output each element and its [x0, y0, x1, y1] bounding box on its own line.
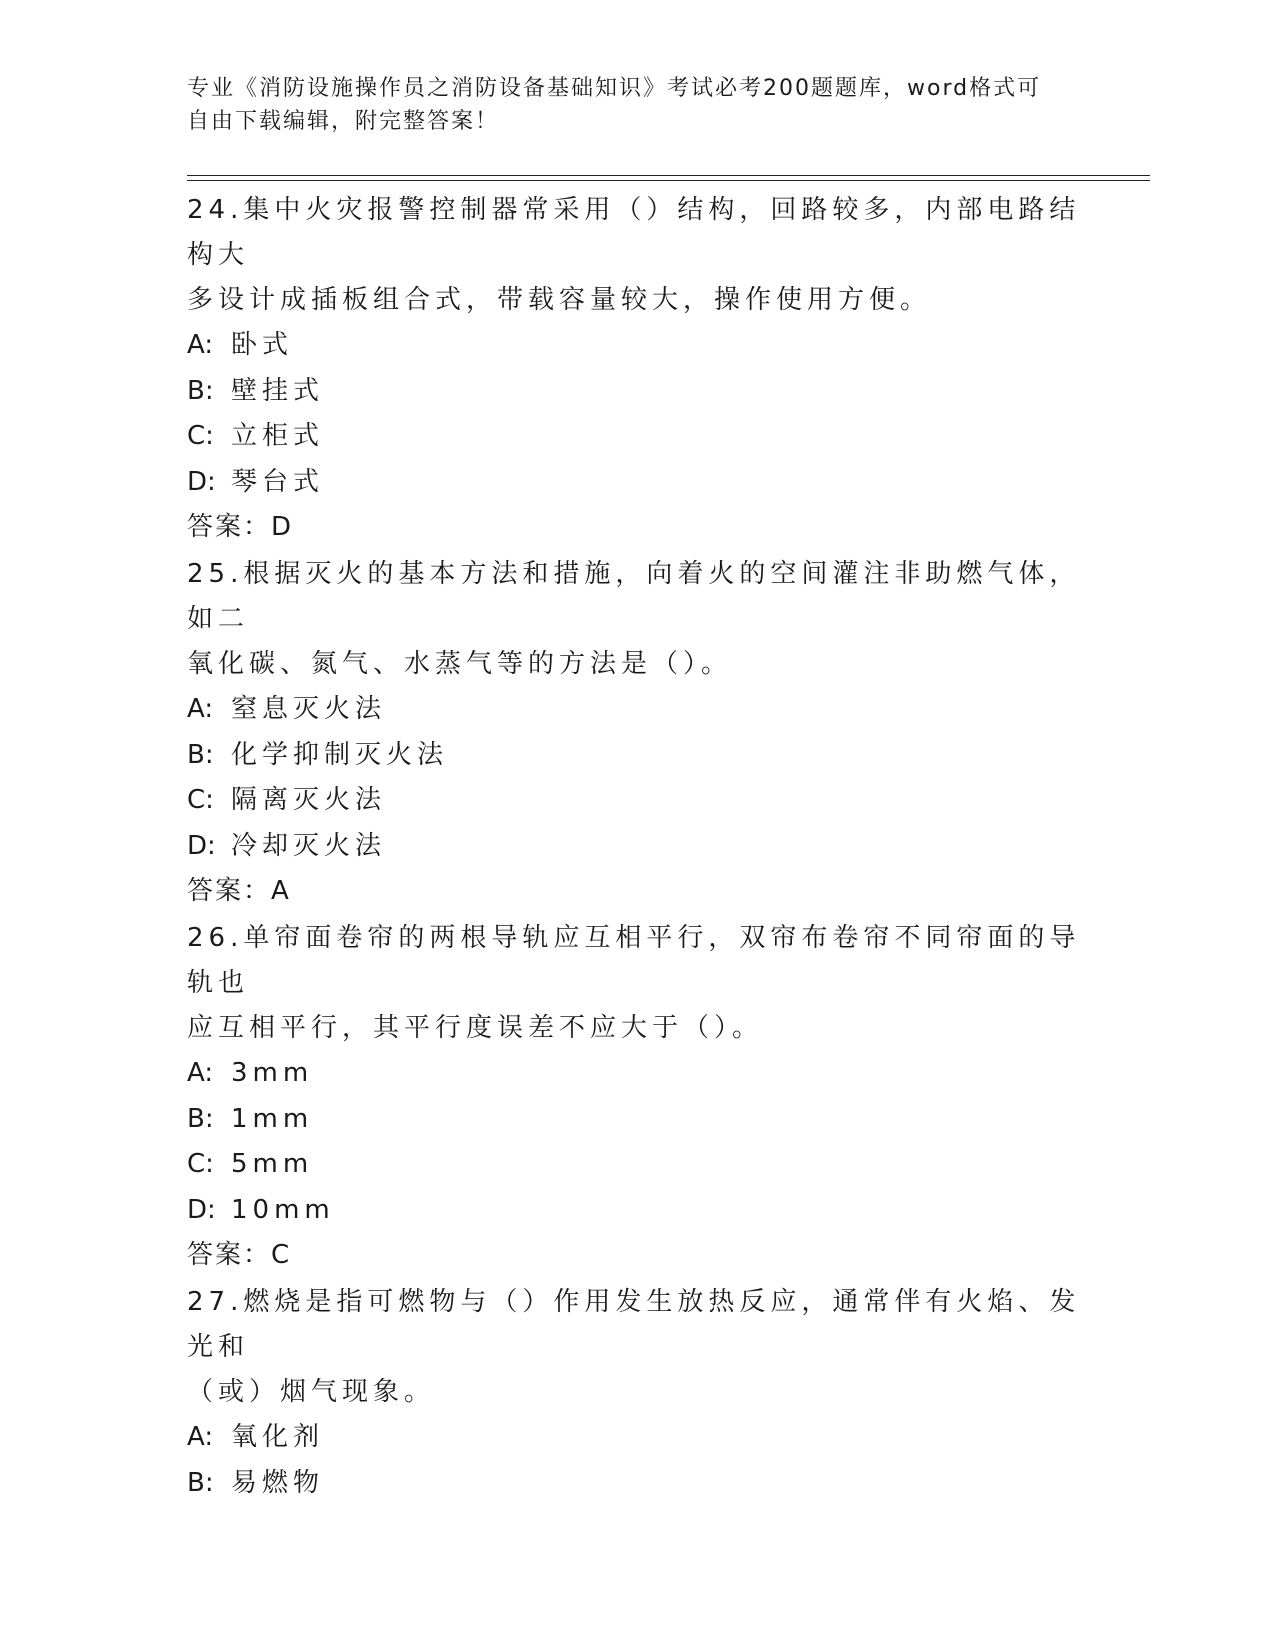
option-letter: A: — [187, 694, 214, 724]
header-divider-top — [187, 175, 1150, 176]
header-line-1: 专业《消防设施操作员之消防设备基础知识》考试必考200题题库，word格式可 — [187, 76, 1042, 101]
option-text: 易燃物 — [231, 1467, 325, 1498]
question-26 — [187, 916, 1087, 1278]
option-letter: A: — [187, 330, 214, 360]
option-letter: C: — [187, 421, 214, 451]
answer: 答案：A — [187, 876, 291, 906]
option-d — [187, 1188, 1087, 1234]
question-text — [187, 916, 1087, 1051]
option-letter: C: — [187, 785, 214, 815]
header-line-2: 自由下载编辑，附完整答案！ — [187, 109, 500, 134]
option-a — [187, 323, 1087, 369]
question-text-line-2: 应互相平行，其平行度误差不应大于（）。 — [187, 1013, 764, 1043]
question-25 — [187, 552, 1087, 914]
option-letter: B: — [187, 1467, 214, 1498]
option-b — [187, 733, 1087, 779]
answer: 答案：C — [187, 1240, 292, 1270]
option-a — [187, 1051, 1087, 1097]
option-c — [187, 414, 1087, 460]
question-text-line-2: 氧化碳、氮气、水蒸气等的方法是（）。 — [187, 649, 733, 679]
option-text: 冷却灭火法 — [231, 830, 387, 861]
option-text: 1mm — [231, 1103, 314, 1134]
question-text — [187, 552, 1087, 687]
option-letter: D: — [187, 1194, 216, 1225]
question-text-line-1: 26.单帘面卷帘的两根导轨应互相平行，双帘布卷帘不同帘面的导轨也 — [187, 923, 1081, 998]
question-text-line-1: 25.根据灭火的基本方法和措施，向着火的空间灌注非助燃气体，如二 — [187, 559, 1081, 634]
option-letter: B: — [187, 739, 214, 770]
option-c — [187, 1142, 1087, 1188]
option-text: 3mm — [231, 1058, 314, 1088]
option-letter: A: — [187, 1058, 214, 1088]
option-text: 卧式 — [231, 330, 294, 360]
option-d — [187, 824, 1087, 870]
option-letter: A: — [187, 1422, 214, 1452]
option-text: 化学抑制灭火法 — [231, 739, 449, 770]
question-27 — [187, 1280, 1087, 1506]
option-text: 隔离灭火法 — [231, 785, 387, 815]
option-text: 5mm — [231, 1149, 314, 1179]
answer: 答案：D — [187, 512, 294, 542]
option-a — [187, 1415, 1087, 1461]
option-a — [187, 687, 1087, 733]
option-d — [187, 460, 1087, 506]
question-24 — [187, 188, 1087, 550]
option-text: 氧化剂 — [231, 1422, 325, 1452]
question-text — [187, 188, 1087, 323]
document-header — [187, 72, 1067, 138]
option-text: 10mm — [231, 1194, 335, 1225]
option-text: 壁挂式 — [231, 375, 325, 406]
option-letter: D: — [187, 830, 216, 861]
question-text-line-2: （或）烟气现象。 — [187, 1377, 436, 1407]
option-letter: B: — [187, 1103, 214, 1134]
option-b — [187, 1461, 1087, 1507]
header-divider-bottom — [187, 180, 1150, 181]
question-text-line-1: 24.集中火灾报警控制器常采用（）结构，回路较多，内部电路结构大 — [187, 195, 1081, 270]
option-b — [187, 1097, 1087, 1143]
option-letter: C: — [187, 1149, 214, 1179]
option-c — [187, 778, 1087, 824]
option-text: 琴台式 — [231, 466, 325, 497]
option-text: 立柜式 — [231, 421, 325, 451]
option-text: 窒息灭火法 — [231, 694, 387, 724]
option-letter: B: — [187, 375, 214, 406]
option-letter: D: — [187, 466, 216, 497]
option-b — [187, 369, 1087, 415]
question-text-line-1: 27.燃烧是指可燃物与（）作用发生放热反应，通常伴有火焰、发光和 — [187, 1287, 1081, 1362]
question-text — [187, 1280, 1087, 1415]
question-text-line-2: 多设计成插板组合式，带载容量较大，操作使用方便。 — [187, 285, 932, 315]
